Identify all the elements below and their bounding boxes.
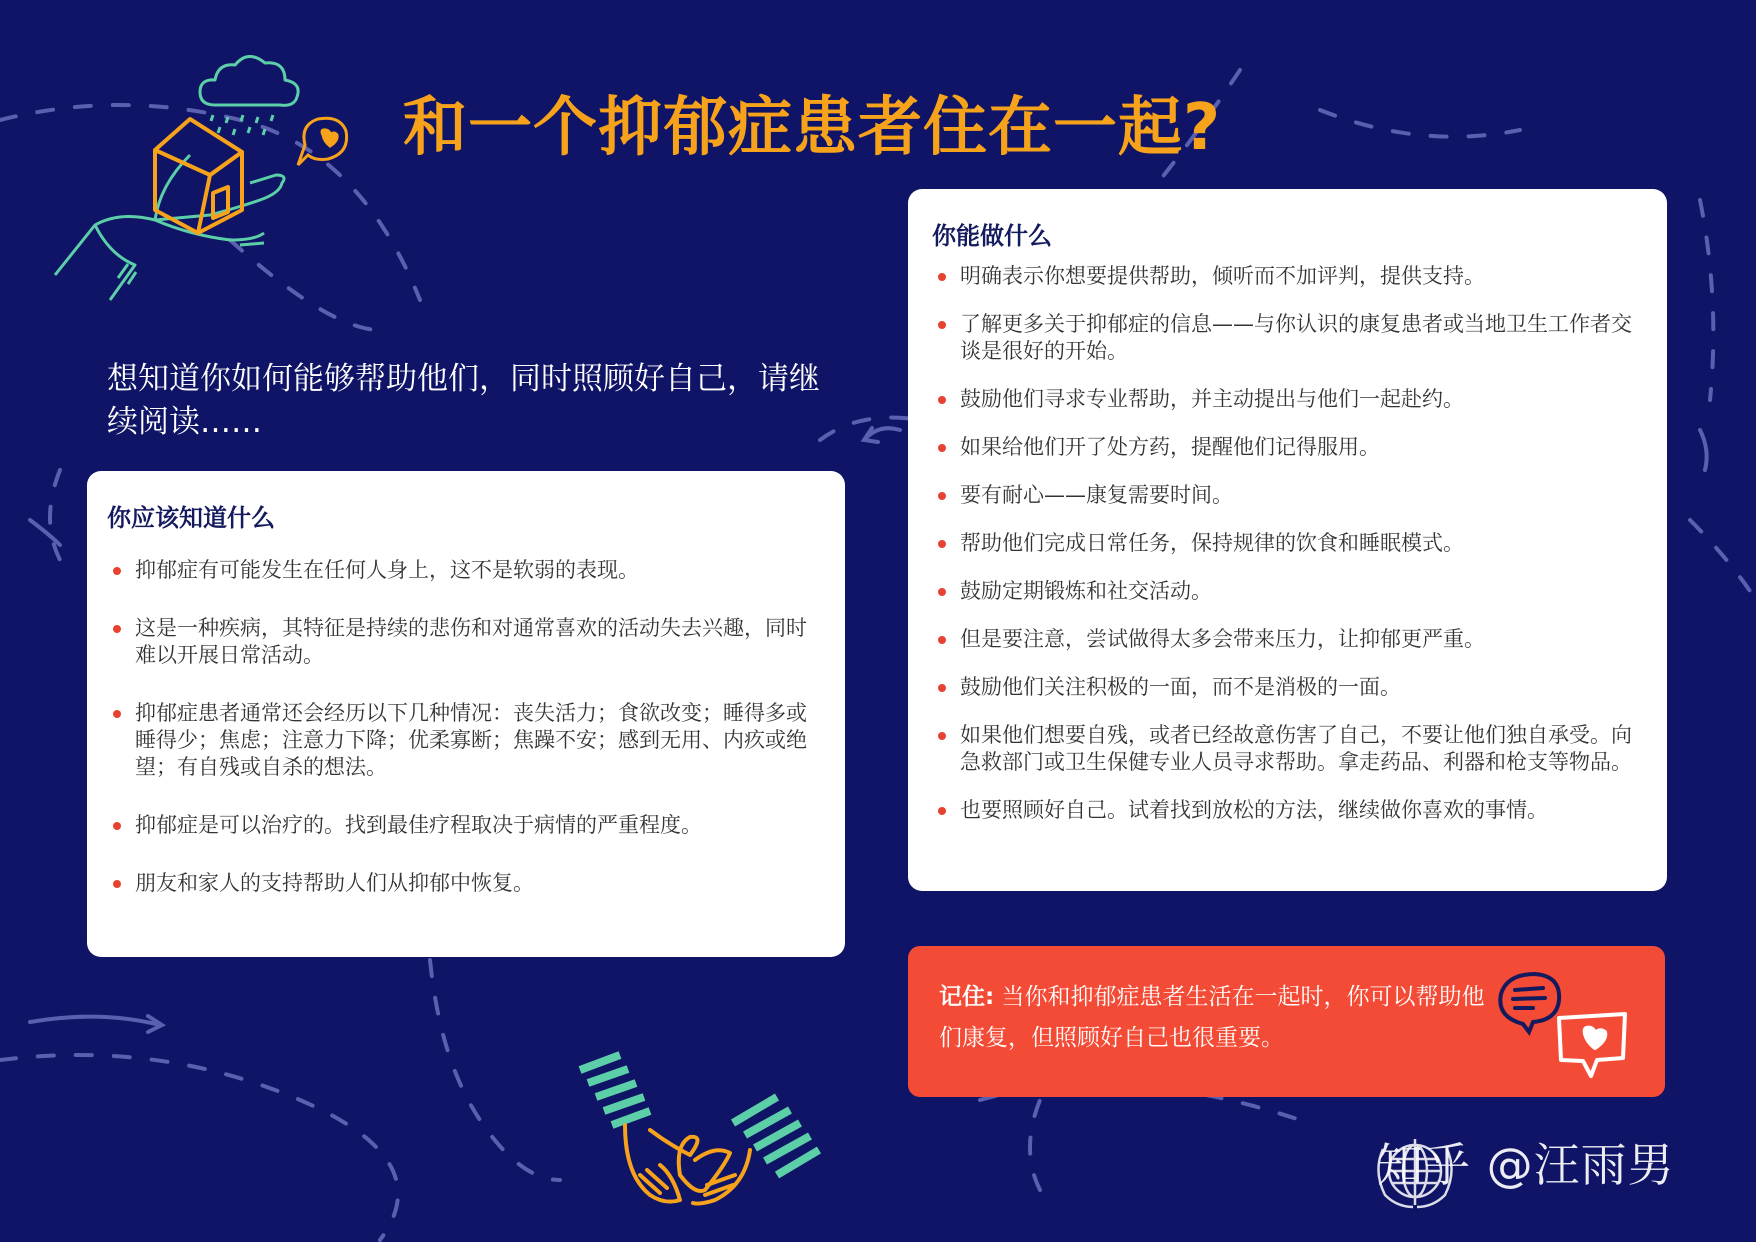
list-item: 也要照顾好自己。试着找到放松的方法，继续做你喜欢的事情。 — [932, 797, 1643, 824]
list-item: 但是要注意，尝试做得太多会带来压力，让抑郁更严重。 — [932, 626, 1643, 653]
list-item: 抑郁症有可能发生在任何人身上，这不是软弱的表现。 — [107, 557, 821, 584]
list-item: 朋友和家人的支持帮助人们从抑郁中恢复。 — [107, 870, 821, 897]
speech-bubbles-illustration — [1495, 966, 1635, 1081]
rain-cloud-icon — [200, 56, 298, 135]
what-you-can-do-list — [932, 263, 1643, 824]
hand-icon — [55, 155, 284, 300]
hands-heart-icon — [555, 1025, 855, 1225]
remember-text — [939, 977, 1499, 1059]
watermark — [1365, 1125, 1725, 1215]
list-item: 要有耐心——康复需要时间。 — [932, 482, 1643, 509]
what-you-can-do-card — [908, 189, 1667, 891]
remember-body: 当你和抑郁症患者生活在一起时，你可以帮助他们康复，但照顾好自己也很重要。 — [939, 984, 1485, 1051]
watermark-text: 知乎 @汪雨男 — [1377, 1138, 1675, 1192]
list-item: 鼓励定期锻炼和社交活动。 — [932, 578, 1643, 605]
speech-bubble-lines-icon — [1500, 974, 1559, 1032]
list-item: 抑郁症患者通常还会经历以下几种情况：丧失活力；食欲改变；睡得多或睡得少；焦虑；注意力下降；优柔寡断；焦躁不安；感到无用、内疚或绝望；有自残或自杀的想法。 — [107, 700, 821, 781]
list-item: 了解更多关于抑郁症的信息——与你认识的康复患者或当地卫生工作者交谈是很好的开始。 — [932, 311, 1643, 365]
list-item: 抑郁症是可以治疗的。找到最佳疗程取决于病情的严重程度。 — [107, 812, 821, 839]
intro-text: 想知道你如何能够帮助他们，同时照顾好自己，请继续阅读…… — [107, 361, 820, 440]
remember-label: 记住: — [939, 984, 995, 1010]
list-item: 这是一种疾病，其特征是持续的悲伤和对通常喜欢的活动失去兴趣，同时难以开展日常活动。 — [107, 615, 821, 669]
heart-bubble-icon — [298, 118, 347, 165]
list-item: 鼓励他们寻求专业帮助，并主动提出与他们一起赴约。 — [932, 386, 1643, 413]
what-to-know-list — [107, 557, 821, 897]
list-item: 明确表示你想要提供帮助，倾听而不加评判，提供支持。 — [932, 263, 1643, 290]
list-item: 帮助他们完成日常任务，保持规律的饮食和睡眠模式。 — [932, 530, 1643, 557]
what-to-know-card — [87, 471, 845, 957]
what-to-know-heading: 你应该知道什么 — [107, 504, 275, 532]
list-item: 鼓励他们关注积极的一面，而不是消极的一面。 — [932, 674, 1643, 701]
list-item: 如果给他们开了处方药，提醒他们记得服用。 — [932, 434, 1643, 461]
house-in-hand-illustration — [50, 35, 370, 315]
speech-bubble-heart-icon — [1559, 1014, 1625, 1076]
remember-callout — [908, 946, 1665, 1097]
page-title: 和一个抑郁症患者住在一起? — [403, 91, 1222, 165]
what-you-can-do-heading: 你能做什么 — [932, 222, 1052, 250]
list-item: 如果他们想要自残，或者已经故意伤害了自己，不要让他们独自承受。向急救部门或卫生保健专业人员寻求帮助。拿走药品、利器和枪支等物品。 — [932, 722, 1643, 776]
